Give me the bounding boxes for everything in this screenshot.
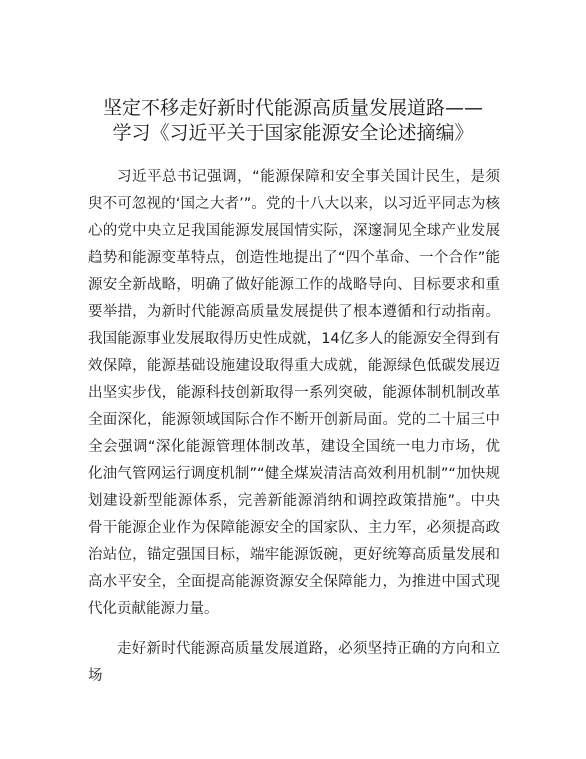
- title-line-1: 坚定不移走好新时代能源高质量发展道路——: [102, 97, 483, 119]
- document-body: [88, 164, 500, 690]
- title-line-2: 学习《习近平关于国家能源安全论述摘编》: [112, 122, 474, 144]
- document-title: [0, 96, 586, 146]
- paragraph-section-heading: 走好新时代能源高质量发展道路，必须坚持正确的方向和立场: [88, 641, 500, 684]
- paragraph-intro: 习近平总书记强调，“能源保障和安全事关国计民生，是须臾不可忽视的‘国之大者’”。党的十八大以来，以习近平同志为核心的党中央立足我国能源发展国情实际，深邃洞见全球产业发展趋势和能源变革特点，创造性地提出了“四个革命、一个合作”能源安全新战略，明确了做好能源工作的战略导向、目标要求和重要举措，为新时代能源高质量发展提供了根本遵循和行动指南。我国能源事业发展取得历史性成就，14亿多人的能源安全得到有效保障，能源基础设施建设取得重大成就，能源绿色低碳发展迈出坚实步伐，能源科技创新取得一系列突破，能源体制机制改革全面深化，能源领域国际合作不断开创新局面。党的二十届三中全会强调“深化能源管理体制改革，建设全国统一电力市场，优化油气管网运行调度机制”“健全煤炭清洁高效利用机制”“加快规划建设新型能源体系，完善新能源消纳和调控政策措施”。中央骨干能源企业作为保障能源安全的国家队、主力军，必须提高政治站位，锚定强国目标，端牢能源饭碗，更好统筹高质量发展和高水平安全，全面提高能源资源安全保障能力，为推进中国式现代化贡献能源力量。: [88, 169, 500, 617]
